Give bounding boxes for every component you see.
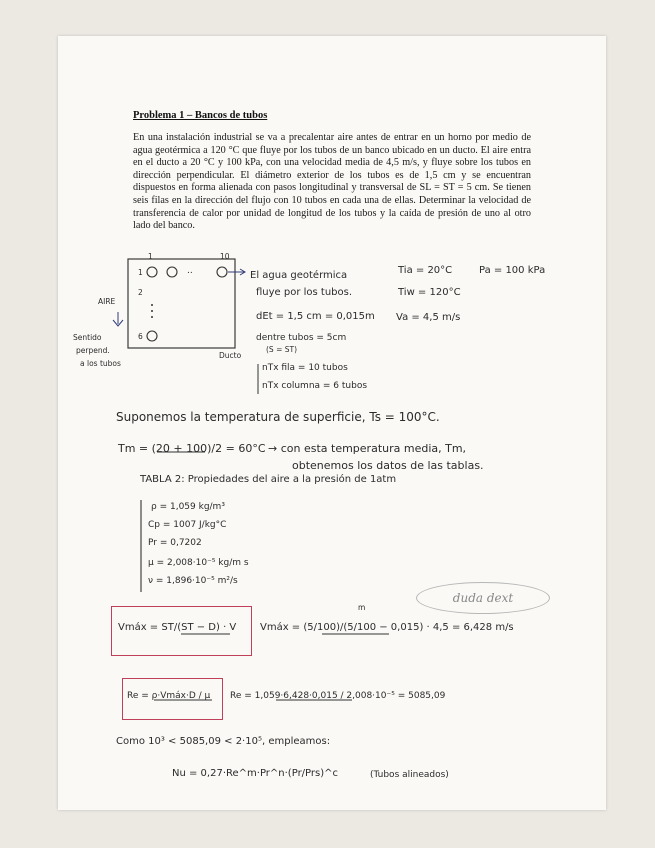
note-tia: Tia = 20°C [398, 265, 453, 276]
re-formula: Re = ρ·Vmáx·D / μ [127, 691, 211, 701]
note-tiw: Tiw = 120°C [398, 287, 461, 298]
sentido-2: perpend. [76, 346, 110, 355]
aire-label: AIRE [98, 297, 116, 306]
duda-note: duda dext [416, 582, 550, 614]
sentido-1: Sentido [73, 333, 102, 342]
note-va: Va = 4,5 m/s [396, 312, 461, 323]
nu-note: (Tubos alineados) [370, 770, 449, 780]
note-pa: Pa = 100 kPa [479, 265, 546, 276]
air-flow-arrow [113, 312, 123, 326]
ellipsis: .. [187, 266, 193, 276]
note-ncol: nTx columna = 6 tubos [262, 381, 368, 391]
vmax-formula: Vmáx = ST/(ST − D) · V [118, 622, 237, 633]
problem-statement: En una instalación industrial se va a precalentar aire antes de entrar en un horno por medio de agua geotérmica a 120 °C que fluye por los tubos de un banco ubicado en un ducto. El aire entra en el ducto a 20 °C y 100 kPa, con una velocidad media de 4,5 m/s, y fluye sobre los tubos en dirección perpendicular. El diámetro exterior de los tubos es de 1,5 cm y se encuentran dispuestos en forma alienada con pasos longitudinal y transversal de SL = ST = 5 cm. Se tienen seis filas en la dirección del flujo con 10 tubos en cada una de ellas. Determinar la velocidad de transferencia de calor por unidad de longitud de los tubos y la caída de presión de uno al otro lado del banco. [133, 132, 531, 232]
row6-label: 6 [138, 332, 143, 341]
sentido-3: a los tubos [80, 359, 121, 368]
tube-circle [167, 267, 177, 277]
suponemos-line: Suponemos la temperatura de superficie, Ts = 100°C. [116, 410, 440, 424]
nu-equation: Nu = 0,27·Re^m·Pr^n·(Pr/Prs)^c [172, 768, 339, 779]
tabla-heading: TABLA 2: Propiedades del aire a la presión de 1atm [140, 474, 397, 485]
vmax-numeric: Vmáx = (5/100)/(5/100 − 0,015) · 4,5 = 6,428 m/s [260, 622, 514, 633]
note-agua: El agua geotérmica [250, 270, 348, 281]
tm-text1: → con esta temperatura media, Tm, [268, 442, 467, 455]
tm-text2: obtenemos los datos de las tablas. [292, 459, 484, 472]
problem-title: Problema 1 – Bancos de tubos [133, 110, 268, 121]
tube-circle [147, 331, 157, 341]
vmax-m-note: m [358, 603, 366, 612]
pointer-arrow [228, 269, 245, 275]
duct-box [128, 259, 235, 348]
note-nfila: nTx fila = 10 tubos [262, 363, 348, 373]
tube-circle [217, 267, 227, 277]
prop-pr: Pr = 0,7202 [148, 538, 202, 548]
re-numeric: Re = 1,059·6,428·0,015 / 2,008·10⁻⁵ = 5085,09 [230, 691, 446, 701]
prop-cp: Cp = 1007 J/kg°C [148, 520, 227, 530]
tube-circle [147, 267, 157, 277]
como-line: Como 10³ < 5085,09 < 2·10⁵, empleamos: [116, 736, 331, 747]
row2-label: 2 [138, 288, 143, 297]
row-top-label: 1 [148, 252, 153, 261]
row1-label: 1 [138, 268, 143, 277]
note-dentre-sub: (S = ST) [266, 345, 298, 354]
note-fluye: fluye por los tubos. [256, 287, 353, 298]
prop-nu: ν = 1,896·10⁻⁵ m²/s [148, 576, 238, 586]
ducto-label: Ducto [219, 351, 242, 360]
prop-mu: μ = 2,008·10⁻⁵ kg/m s [148, 558, 249, 568]
prop-rho: ρ = 1,059 kg/m³ [151, 502, 225, 512]
note-dentre: dentre tubos = 5cm [256, 333, 347, 343]
tm-equation: Tm = (20 + 100)/2 = 60°C [118, 442, 266, 455]
col-label: 10 [220, 252, 230, 261]
note-dext: dEt = 1,5 cm = 0,015m [256, 311, 375, 322]
